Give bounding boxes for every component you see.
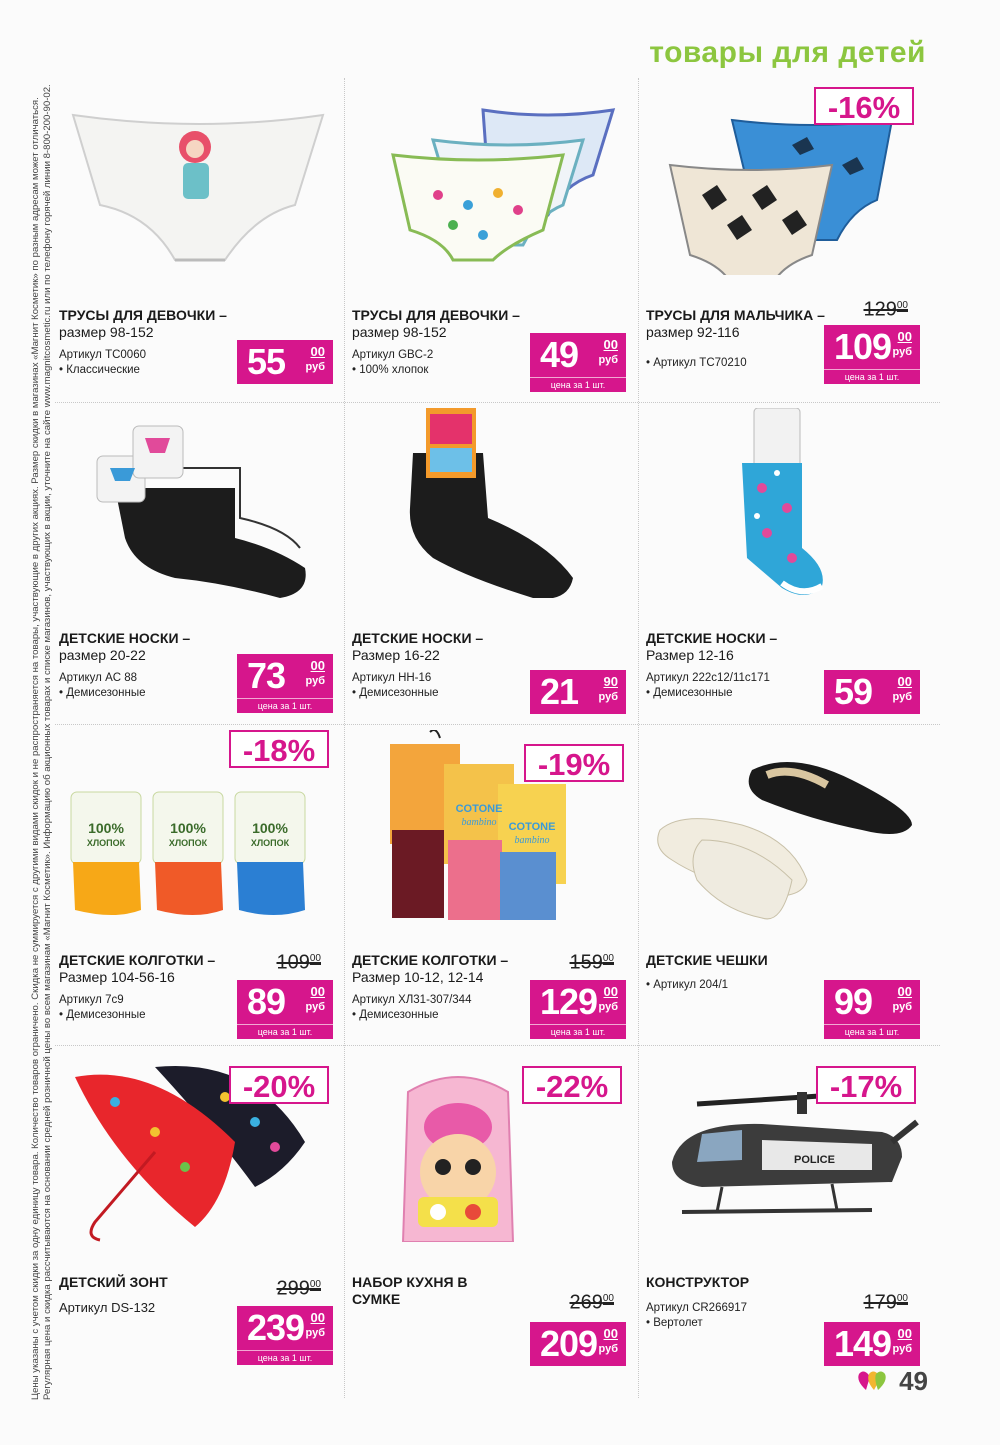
price-tag bbox=[237, 980, 333, 1024]
product-note: • Демисезонные bbox=[352, 687, 439, 699]
product-note: • Демисезонные bbox=[59, 687, 146, 699]
old-price-decimal: 00 bbox=[309, 1279, 321, 1290]
price-tag bbox=[530, 980, 626, 1024]
legal-disclaimer bbox=[8, 80, 52, 1400]
price-integer: 209 bbox=[540, 1323, 598, 1364]
price-currency: руб bbox=[305, 361, 325, 373]
old-price bbox=[277, 948, 322, 974]
old-price-integer: 129 bbox=[863, 298, 897, 321]
product-name bbox=[352, 307, 520, 341]
price-tag bbox=[824, 980, 920, 1024]
product-note: • Демисезонные bbox=[646, 687, 733, 699]
product-title: ТРУСЫ ДЛЯ ДЕВОЧКИ – bbox=[59, 307, 227, 323]
product-card[interactable] bbox=[55, 1052, 345, 1377]
price-tag bbox=[237, 654, 333, 698]
cotton-label: 100% bbox=[170, 820, 206, 836]
price-decimal: 00 bbox=[897, 674, 912, 689]
product-name bbox=[352, 952, 508, 986]
product-card[interactable] bbox=[348, 730, 638, 1055]
price-integer: 239 bbox=[247, 1307, 305, 1348]
old-price-decimal: 00 bbox=[896, 300, 908, 311]
price-integer: 21 bbox=[540, 671, 579, 712]
product-card[interactable] bbox=[642, 408, 932, 733]
cotton-sub-label: ХЛОПОК bbox=[250, 838, 290, 848]
price-currency: руб bbox=[892, 1001, 912, 1013]
product-card[interactable] bbox=[348, 408, 638, 733]
price-currency: руб bbox=[892, 1343, 912, 1355]
price-decimal: 00 bbox=[310, 658, 325, 673]
product-size: Размер 10-12, 12-14 bbox=[352, 969, 484, 985]
old-price-decimal: 00 bbox=[602, 1293, 614, 1304]
cotton-sub-label: ХЛОПОК bbox=[86, 838, 126, 848]
grid-divider bbox=[638, 78, 640, 1398]
unit-note: цена за 1 шт. bbox=[530, 377, 626, 392]
product-size: Размер 104-56-16 bbox=[59, 969, 175, 985]
bambino-label: bambino bbox=[461, 817, 497, 828]
price-currency: руб bbox=[305, 675, 325, 687]
girls-briefs-set-image bbox=[348, 85, 638, 275]
price-integer: 59 bbox=[834, 671, 873, 712]
price-currency: руб bbox=[598, 1001, 618, 1013]
old-price bbox=[864, 295, 909, 321]
product-article: • Артикул 204/1 bbox=[646, 979, 729, 991]
product-name bbox=[646, 307, 825, 341]
old-price-integer: 299 bbox=[276, 1277, 310, 1300]
price-currency: руб bbox=[892, 691, 912, 703]
product-title: ДЕТСКИЕ НОСКИ – bbox=[59, 630, 191, 646]
product-title: КОНСТРУКТОР bbox=[646, 1274, 750, 1290]
price-decimal: 00 bbox=[897, 1326, 912, 1341]
discount-badge: -16% bbox=[814, 87, 914, 125]
old-price-decimal: 00 bbox=[896, 1293, 908, 1304]
product-card[interactable] bbox=[642, 730, 932, 1055]
product-name bbox=[646, 952, 768, 969]
price-tag bbox=[530, 1322, 626, 1366]
old-price bbox=[570, 1288, 615, 1314]
product-name bbox=[59, 307, 227, 341]
price-currency: руб bbox=[305, 1327, 325, 1339]
product-card[interactable] bbox=[55, 85, 345, 410]
bambino-label: bambino bbox=[514, 835, 550, 846]
product-size: СУМКЕ bbox=[352, 1291, 401, 1307]
price-tag bbox=[237, 340, 333, 384]
section-title: товары для детей bbox=[649, 36, 926, 69]
discount-badge: -18% bbox=[229, 730, 329, 768]
product-title: ТРУСЫ ДЛЯ МАЛЬЧИКА – bbox=[646, 307, 825, 323]
price-tag bbox=[824, 1322, 920, 1366]
cotton-label: 100% bbox=[88, 820, 124, 836]
product-article: Артикул DS-132 bbox=[59, 1300, 156, 1315]
old-price-integer: 179 bbox=[863, 1291, 897, 1314]
old-price bbox=[570, 948, 615, 974]
product-title: ДЕТСКИЕ НОСКИ – bbox=[352, 630, 484, 646]
product-name bbox=[59, 952, 215, 986]
kids-socks-black-image bbox=[55, 408, 345, 598]
unit-note: цена за 1 шт. bbox=[237, 1350, 333, 1365]
product-title: ТРУСЫ ДЛЯ ДЕВОЧКИ – bbox=[352, 307, 520, 323]
product-title: НАБОР КУХНЯ В bbox=[352, 1274, 468, 1290]
price-decimal: 00 bbox=[310, 344, 325, 359]
legal-disclaimer-text: Цены указаны с учетом скидки за одну единицу товара. Количество товаров ограничено. Скидка не суммируется с другими видами скидок и не распространяется на товары, участвующие в других акциях. Размер скидки в магазинах «Магнит Косметик» по разным адресам может отличаться. Регулярная цена и скидка рассчитываются на основании средней розничной цены во всем магазинам «Магнит Косметик». Информацию об акционных товарах и списке магазинов, участвующих в акции, уточните на сайте www.magnitcosmetic.ru или по телефону горячей линии 8-800-200-90-02. bbox=[30, 84, 53, 1400]
discount-badge: -20% bbox=[229, 1066, 329, 1104]
price-currency: руб bbox=[598, 354, 618, 366]
product-name bbox=[59, 1274, 168, 1291]
price-tag bbox=[237, 1306, 333, 1350]
old-price-decimal: 00 bbox=[602, 953, 614, 964]
product-name bbox=[646, 630, 777, 664]
product-note: • Демисезонные bbox=[59, 1009, 146, 1021]
product-article: Артикул 7c9 bbox=[59, 994, 124, 1006]
unit-note: цена за 1 шт. bbox=[237, 1024, 333, 1039]
girls-briefs-image bbox=[55, 85, 345, 275]
product-size: Размер 16-22 bbox=[352, 647, 440, 663]
price-currency: руб bbox=[598, 1343, 618, 1355]
product-name bbox=[646, 1274, 749, 1291]
product-article: Артикул TC0060 bbox=[59, 349, 146, 361]
product-card[interactable] bbox=[642, 1052, 932, 1377]
price-currency: руб bbox=[892, 346, 912, 358]
product-name bbox=[352, 630, 483, 664]
old-price bbox=[864, 1288, 909, 1314]
page-number: 49 bbox=[899, 1366, 928, 1396]
product-card[interactable] bbox=[642, 85, 932, 410]
price-integer: 129 bbox=[540, 981, 598, 1022]
old-price-integer: 159 bbox=[569, 951, 603, 974]
price-decimal: 00 bbox=[603, 984, 618, 999]
product-note: • Демисезонные bbox=[352, 1009, 439, 1021]
product-size: размер 20-22 bbox=[59, 647, 146, 663]
unit-note: цена за 1 шт. bbox=[824, 369, 920, 384]
price-currency: руб bbox=[305, 1001, 325, 1013]
cotone-label: COTONE bbox=[455, 803, 503, 815]
product-name bbox=[59, 630, 190, 664]
price-integer: 89 bbox=[247, 981, 286, 1022]
product-size: размер 92-116 bbox=[646, 324, 740, 340]
unit-note: цена за 1 шт. bbox=[824, 1024, 920, 1039]
cotton-sub-label: ХЛОПОК bbox=[168, 838, 208, 848]
old-price-integer: 109 bbox=[276, 951, 310, 974]
product-size: размер 98-152 bbox=[352, 324, 447, 340]
price-integer: 99 bbox=[834, 981, 873, 1022]
kids-socks-blue-image bbox=[642, 408, 932, 598]
product-article: • Артикул TC70210 bbox=[646, 357, 747, 369]
product-title: ДЕТСКИЕ ЧЕШКИ bbox=[646, 952, 768, 968]
product-card[interactable] bbox=[348, 1052, 638, 1377]
price-tag bbox=[530, 670, 626, 714]
price-integer: 109 bbox=[834, 326, 892, 367]
unit-note: цена за 1 шт. bbox=[530, 1024, 626, 1039]
cotone-label: COTONE bbox=[508, 821, 556, 833]
police-label: POLICE bbox=[794, 1154, 835, 1166]
price-decimal: 00 bbox=[310, 1310, 325, 1325]
unit-note: цена за 1 шт. bbox=[237, 698, 333, 713]
discount-badge: -19% bbox=[524, 744, 624, 782]
product-title: ДЕТСКИЕ КОЛГОТКИ – bbox=[352, 952, 509, 968]
product-title: ДЕТСКИЙ ЗОНТ bbox=[59, 1274, 168, 1290]
price-tag bbox=[824, 670, 920, 714]
product-article: Артикул 222c12/11c171 bbox=[646, 672, 770, 684]
product-card[interactable] bbox=[55, 730, 345, 1055]
product-size: размер 98-152 bbox=[59, 324, 154, 340]
price-decimal: 00 bbox=[603, 337, 618, 352]
price-currency: руб bbox=[598, 691, 618, 703]
kids-socks-dark-image bbox=[348, 408, 638, 598]
price-decimal: 00 bbox=[897, 984, 912, 999]
product-card[interactable] bbox=[348, 85, 638, 410]
price-tag bbox=[824, 325, 920, 369]
price-integer: 149 bbox=[834, 1323, 892, 1364]
price-decimal: 00 bbox=[310, 984, 325, 999]
product-note: • 100% хлопок bbox=[352, 364, 429, 376]
product-note: • Вертолет bbox=[646, 1317, 703, 1329]
product-size: Размер 12-16 bbox=[646, 647, 734, 663]
price-decimal: 00 bbox=[897, 329, 912, 344]
price-tag bbox=[530, 333, 626, 377]
price-integer: 73 bbox=[247, 655, 286, 696]
price-decimal: 90 bbox=[603, 674, 618, 689]
cotton-label: 100% bbox=[252, 820, 288, 836]
kids-slippers-image bbox=[642, 730, 932, 920]
old-price-decimal: 00 bbox=[309, 953, 321, 964]
product-note: • Классические bbox=[59, 364, 140, 376]
brand-heart-icon bbox=[856, 1369, 888, 1391]
product-card[interactable] bbox=[55, 408, 345, 733]
product-article: Артикул GBC-2 bbox=[352, 349, 434, 361]
product-article: Артикул AC 88 bbox=[59, 672, 138, 684]
product-article: Артикул CR266917 bbox=[646, 1302, 748, 1314]
old-price-integer: 269 bbox=[569, 1291, 603, 1314]
discount-badge: -22% bbox=[522, 1066, 622, 1104]
product-title: ДЕТСКИЕ КОЛГОТКИ – bbox=[59, 952, 216, 968]
product-article: Артикул HH-16 bbox=[352, 672, 432, 684]
price-integer: 55 bbox=[247, 341, 286, 382]
price-integer: 49 bbox=[540, 334, 579, 375]
price-decimal: 00 bbox=[603, 1326, 618, 1341]
product-article: Артикул ХЛ31-307/344 bbox=[352, 994, 472, 1006]
old-price bbox=[277, 1274, 322, 1300]
product-title: ДЕТСКИЕ НОСКИ – bbox=[646, 630, 778, 646]
discount-badge: -17% bbox=[816, 1066, 916, 1104]
product-name bbox=[352, 1274, 468, 1308]
